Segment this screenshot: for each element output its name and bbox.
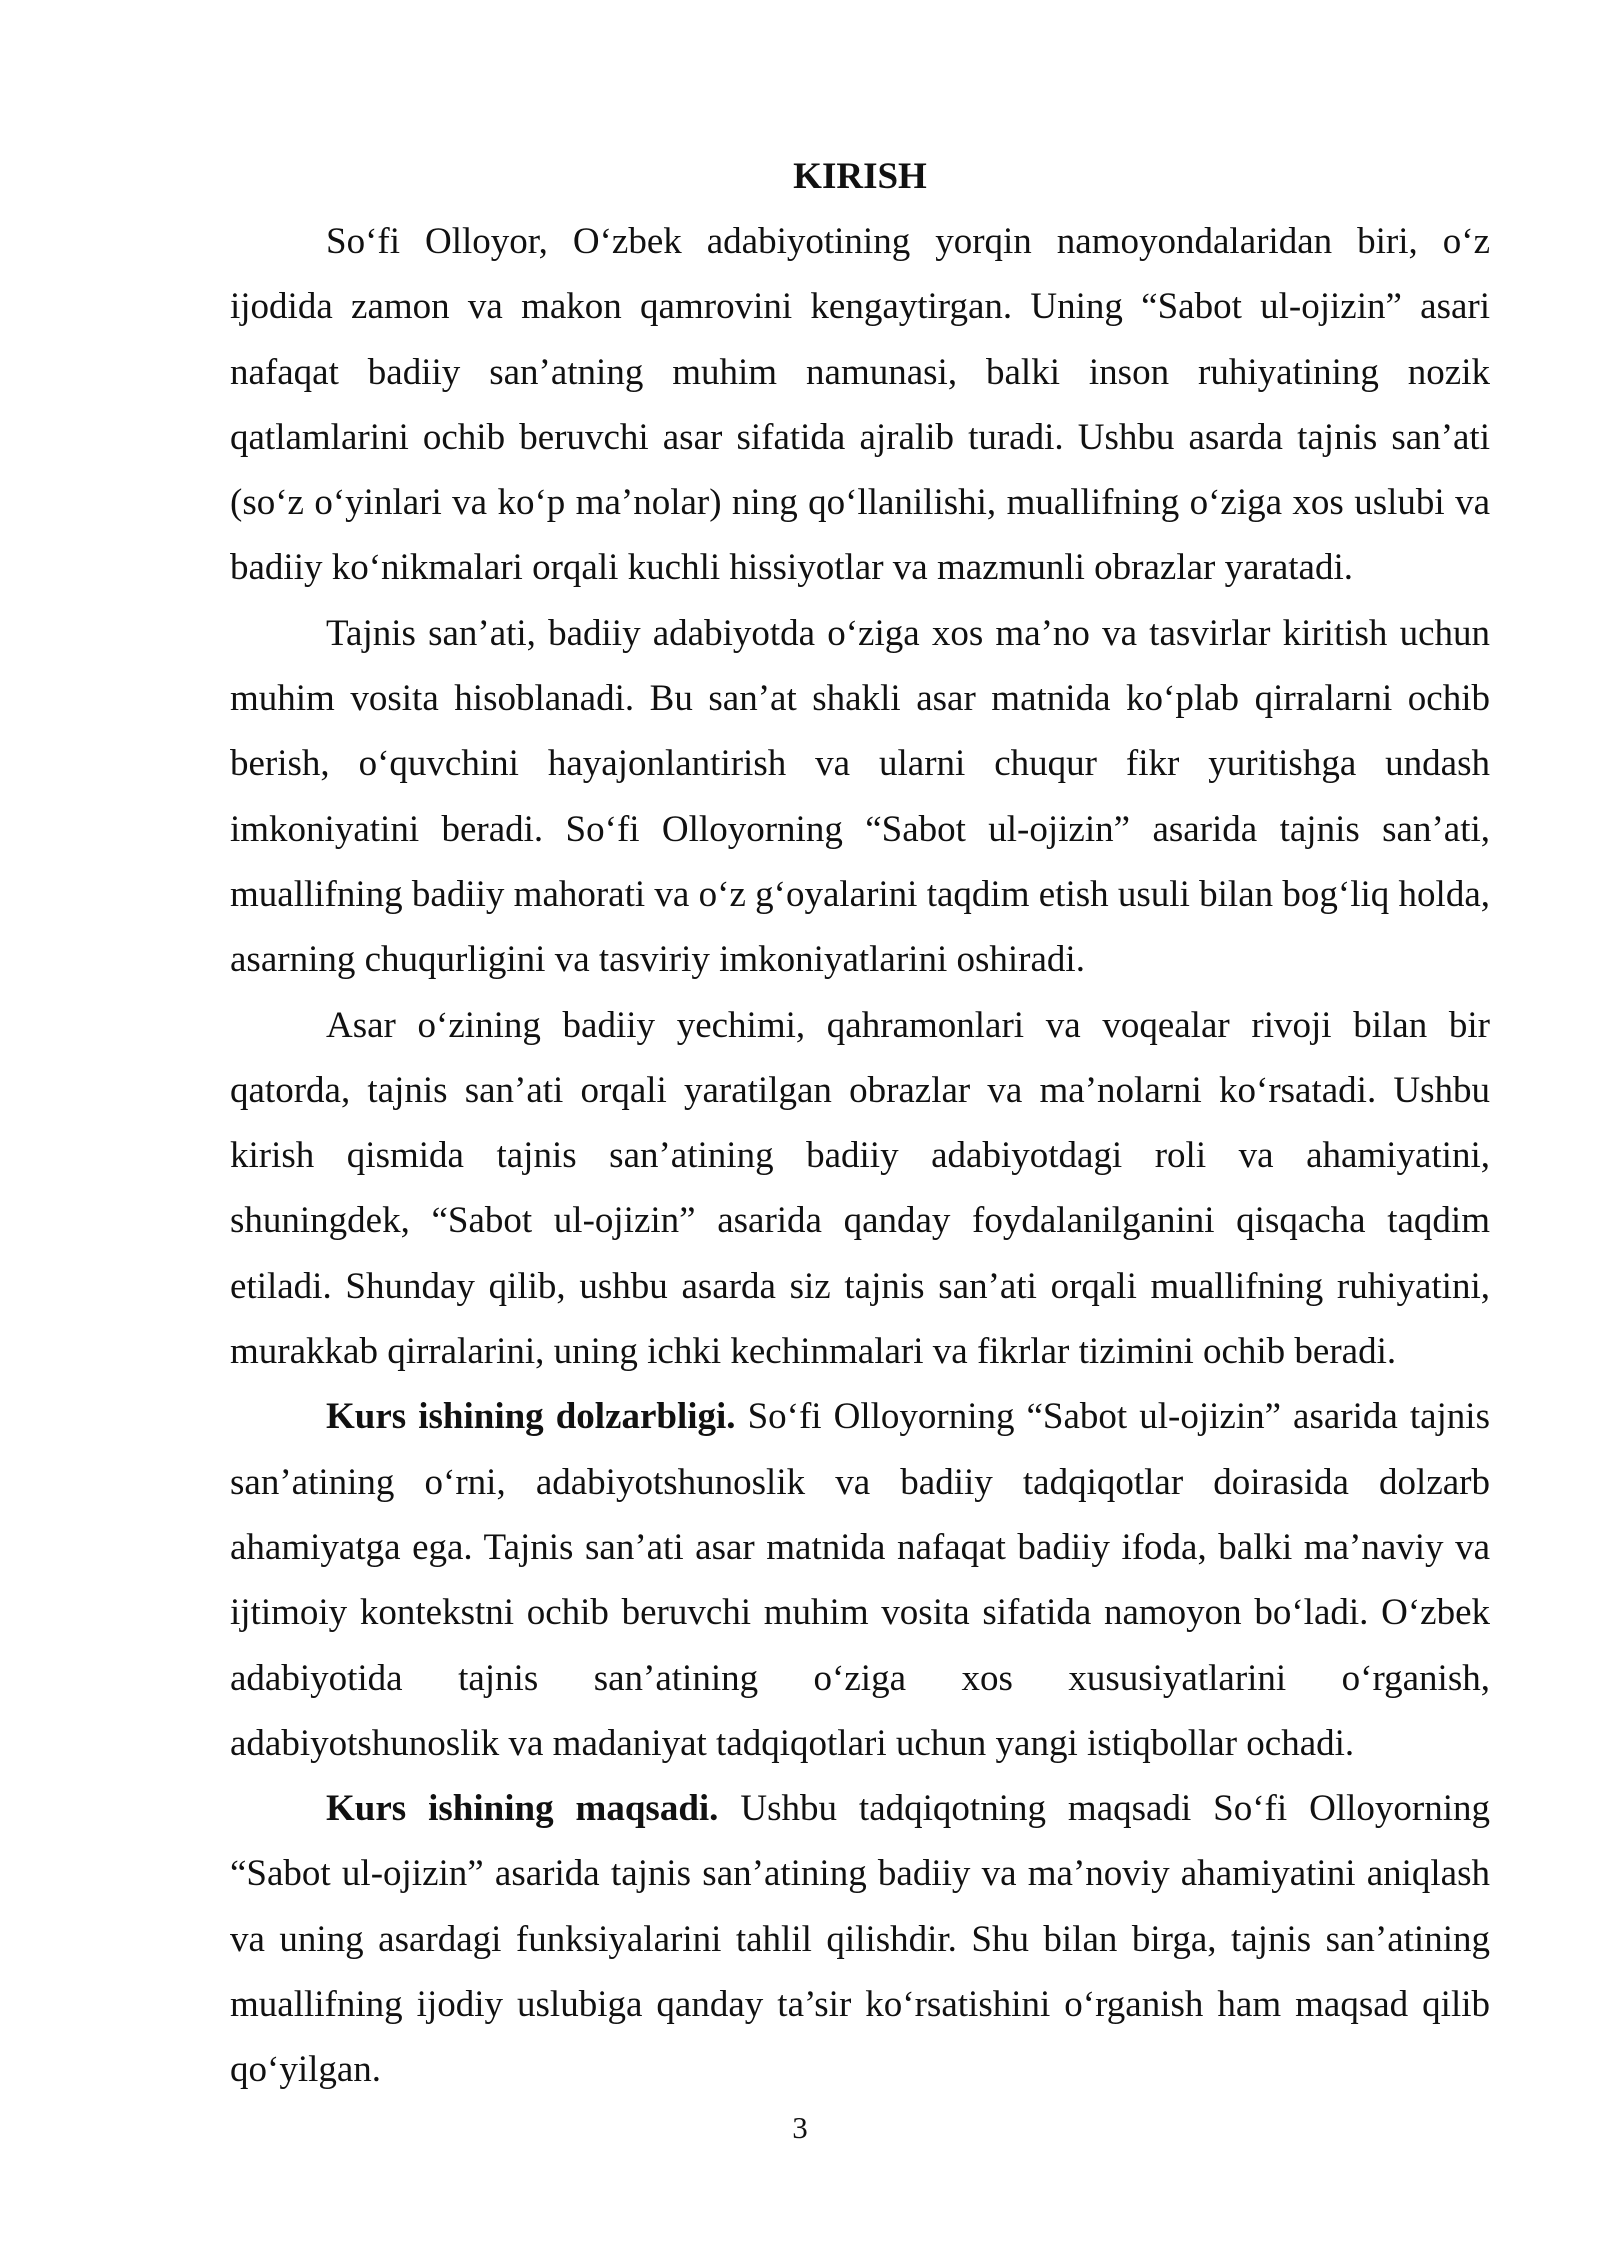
paragraph-text: Ushbu tadqiqotning maqsadi So‘fi Olloyorning “Sabot ul-ojizin” asarida tajnis san’atining badiiy va ma’noviy ahamiyatini aniqlash va uning asardagi funksiyalarini tahlil qilishdir. Shu bilan birga, tajnis san’atining muallifning ijodiy uslubiga qanday ta’sir ko‘rsatishini o‘rganish ham maqsad qilib qo‘yilgan.	[230, 1788, 1490, 2091]
paragraph-text: So‘fi Olloyorning “Sabot ul-ojizin” asarida tajnis san’atining o‘rni, adabiyotshunoslik va badiiy tadqiqotlar doirasida dolzarb ahamiyatga ega. Tajnis san’ati asar matnida nafaqat badiiy ifoda, balki ma’naviy va ijtimoiy kontekstni ochib beruvchi muhim vosita sifatida namoyon bo‘ladi. O‘zbek adabiyotida tajnis san’atining o‘ziga xos xususiyatlarini o‘rganish, adabiyotshunoslik va madaniyat tadqiqotlari uchun yangi istiqbollar ochadi.	[230, 1396, 1490, 1764]
paragraph-tajnis	[230, 601, 1490, 993]
section-heading: KIRISH	[793, 156, 927, 197]
paragraph-text: Asar o‘zining badiiy yechimi, qahramonlari va voqealar rivoji bilan bir qatorda, tajnis san’ati orqali yaratilgan obrazlar va ma’nolarni ko‘rsatadi. Ushbu kirish qismida tajnis san’atining badiiy adabiyotdagi roli va ahamiyatini, shuningdek, “Sabot ul-ojizin” asarida qanday foydalanilganini qisqacha taqdim etiladi. Shunday qilib, ushbu asarda siz tajnis san’ati orqali muallifning ruhiyatini, murakkab qirralarini, uning ichki kechinmalari va fikrlar tizimini ochib beradi.	[230, 1004, 1490, 1373]
paragraph-lead-bold: Kurs ishining dolzarbligi.	[326, 1396, 736, 1438]
paragraph-asar	[230, 993, 1490, 1385]
paragraph-text: So‘fi Olloyor, O‘zbek adabiyotining yorqin namoyondalaridan biri, o‘z ijodida zamon va makon qamrovini kengaytirgan. Uning “Sabot ul-ojizin” asari nafaqat badiiy san’atning muhim namunasi, balki inson ruhiyatining nozik qatlamlarini ochib beruvchi asar sifatida ajralib turadi. Ushbu asarda tajnis san’ati (so‘z o‘yinlari va ko‘p ma’nolar) ning qo‘llanilishi, muallifning o‘ziga xos uslubi va badiiy ko‘nikmalari orqali kuchli hissiyotlar va mazmunli obrazlar yaratadi.	[230, 221, 1490, 589]
page-content	[230, 145, 1490, 2103]
paragraph-relevance	[230, 1384, 1490, 1776]
paragraph-lead-bold: Kurs ishining maqsadi.	[326, 1788, 719, 1830]
paragraph-text: Tajnis san’ati, badiiy adabiyotda o‘ziga xos ma’no va tasvirlar kiritish uchun muhim vosita hisoblanadi. Bu san’at shakli asar matnida ko‘plab qirralarni ochib berish, o‘quvchini hayajonlantirish va ularni chuqur fikr yuritishga undash imkoniyatini beradi. So‘fi Olloyorning “Sabot ul-ojizin” asarida tajnis san’ati, muallifning badiiy mahorati va o‘z g‘oyalarini taqdim etish usuli bilan bog‘liq holda, asarning chuqurligini va tasviriy imkoniyatlarini oshiradi.	[230, 612, 1490, 981]
paragraph-intro	[230, 209, 1490, 601]
paragraph-goal	[230, 1776, 1490, 2102]
page-number: 3	[792, 2110, 808, 2145]
